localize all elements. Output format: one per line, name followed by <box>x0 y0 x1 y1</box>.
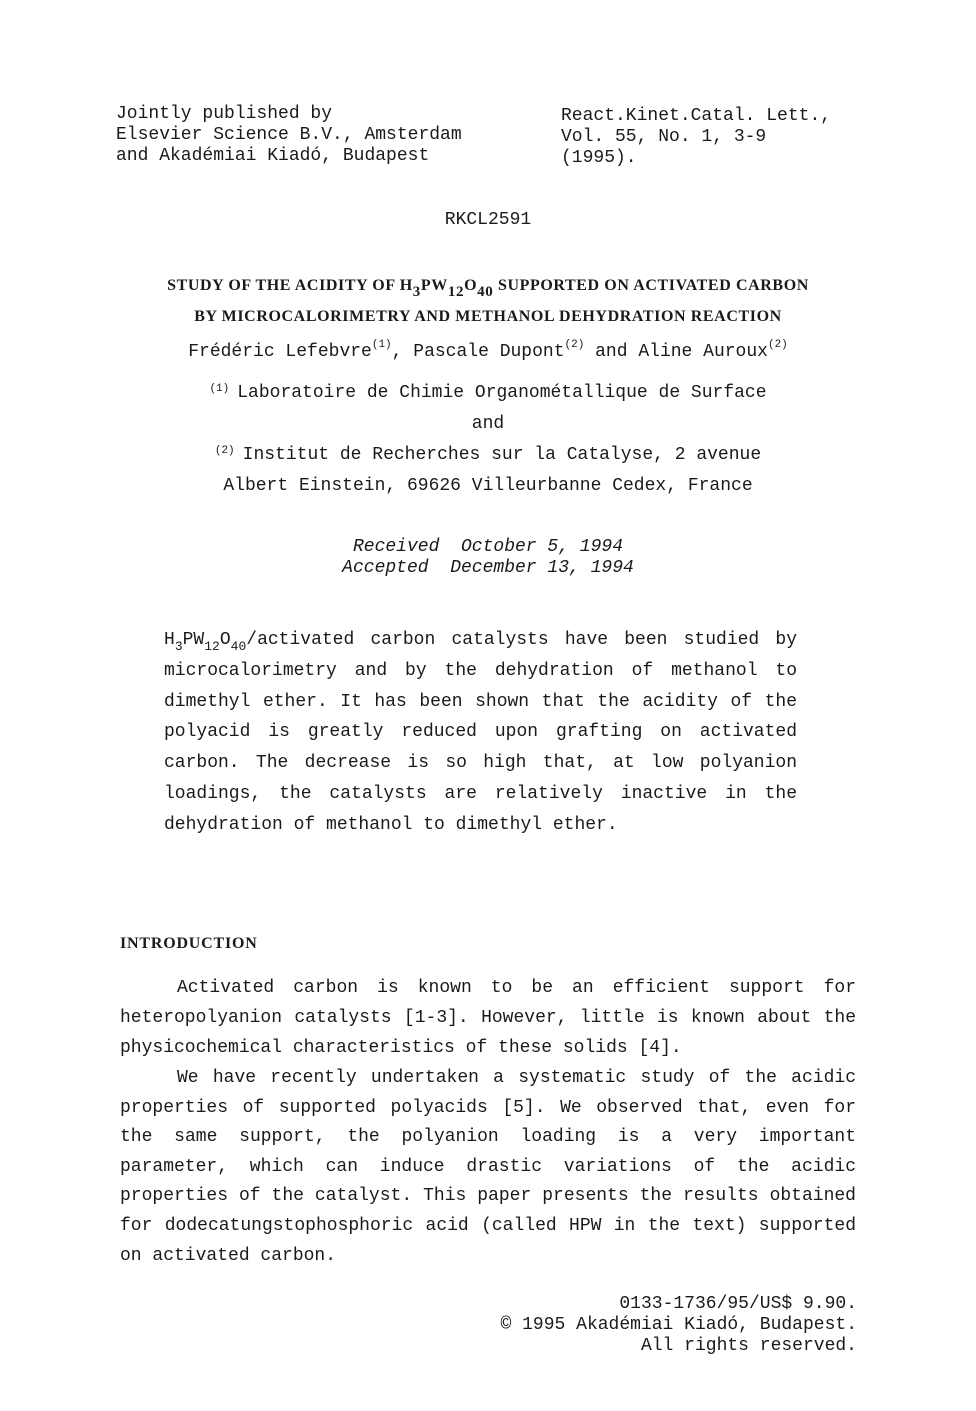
formula-part: O <box>219 630 231 650</box>
citation-line: Vol. 55, No. 1, 3-9 <box>561 127 767 147</box>
copyright-line: 0133-1736/95/US$ 9.90. <box>619 1294 857 1314</box>
title-line-1 <box>100 270 876 301</box>
abstract-text: /activated carbon catalysts have been studied by microcalorimetry and by the dehydration of methanol to dimethyl ether. It has been shown that the acidity of the polyacid is greatly reduced upon grafting on activated carbon. The decrease is so high that, at low polyanion loadings, the catalysts are relatively inactive in the dehydration of methanol to dimethyl ether. <box>164 630 797 835</box>
author-list <box>0 339 976 363</box>
copyright-line: © 1995 Akadémiai Kiadó, Budapest. <box>500 1315 857 1335</box>
formula-subscript: 12 <box>204 639 220 654</box>
section-heading: INTRODUCTION <box>120 935 258 952</box>
copyright-notice <box>440 1294 857 1357</box>
author-name: Aline Auroux <box>638 342 768 362</box>
intro-paragraph-1: Activated carbon is known to be an efficient support for heteropolyanion catalysts [1-3]. However, little is known about the physicochemical characteristics of these solids [4]. <box>120 978 856 1058</box>
formula-part: PW <box>182 630 205 650</box>
publisher-line: Elsevier Science B.V., Amsterdam <box>116 125 462 145</box>
citation-line: (1995). <box>561 148 637 168</box>
affiliation-text: Institut de Recherches sur la Catalyse, 2 avenue <box>242 445 762 465</box>
copyright-line: All rights reserved. <box>640 1336 857 1356</box>
affiliation-mark: (1) <box>209 383 230 395</box>
author-name: Frédéric Lefebvre <box>188 342 372 362</box>
paper-code: RKCL2591 <box>444 210 532 230</box>
journal-citation <box>561 106 881 169</box>
title-suffix: SUPPORTED ON ACTIVATED CARBON <box>493 277 809 294</box>
affiliation-and: and <box>471 414 505 434</box>
accepted-date: Accepted December 13, 1994 <box>342 558 634 578</box>
formula-subscript: 3 <box>412 284 421 300</box>
affiliation-2-address: Albert Einstein, 69626 Villeurbanne Cedex, France <box>223 476 753 496</box>
formula-subscript: 40 <box>230 639 247 654</box>
title-prefix: STUDY OF THE ACIDITY OF <box>167 277 400 294</box>
affiliation-mark: (2) <box>564 339 585 351</box>
formula-subscript: 12 <box>447 284 465 300</box>
affiliation-mark: (2) <box>767 339 788 351</box>
citation-line: React.Kinet.Catal. Lett., <box>561 106 832 126</box>
title-formula <box>399 277 494 300</box>
affiliation-mark: (2) <box>214 445 235 457</box>
affiliation-2 <box>0 445 976 466</box>
received-date: Received October 5, 1994 <box>352 537 624 557</box>
formula-part: H <box>399 277 413 294</box>
author-separator: and <box>584 342 639 362</box>
formula-part: O <box>464 277 478 294</box>
author-separator: , <box>391 342 414 362</box>
author-name: Pascale Dupont <box>413 342 565 362</box>
formula-part: PW <box>420 277 448 294</box>
publisher-line: Jointly published by <box>116 104 333 124</box>
affiliation-1 <box>0 383 976 404</box>
publisher-line: and Akadémiai Kiadó, Budapest <box>116 146 430 166</box>
affiliation-text: Laboratoire de Chimie Organométallique de Surface <box>237 383 767 403</box>
intro-paragraph-2: We have recently undertaken a systematic study of the acidic properties of supported polyacids [5]. We observed that, even for the same support, the polyanion loading is a very important parameter, which can induce drastic variations of the acidic properties of the catalyst. This paper presents the results obtained for dodecatungstophosphoric acid (called HPW in the text) supported on activated carbon. <box>120 1068 856 1266</box>
abstract <box>164 625 797 841</box>
publisher-info <box>116 104 536 167</box>
formula-subscript: 40 <box>477 284 494 300</box>
affiliation-mark: (1) <box>371 339 392 351</box>
abstract-formula <box>164 630 247 654</box>
formula-part: H <box>164 630 175 650</box>
title-line-2: BY MICROCALORIMETRY AND METHANOL DEHYDRATION REACTION <box>194 308 782 325</box>
paper-title <box>100 270 876 332</box>
submission-dates <box>0 537 976 579</box>
formula-subscript: 3 <box>174 639 183 654</box>
